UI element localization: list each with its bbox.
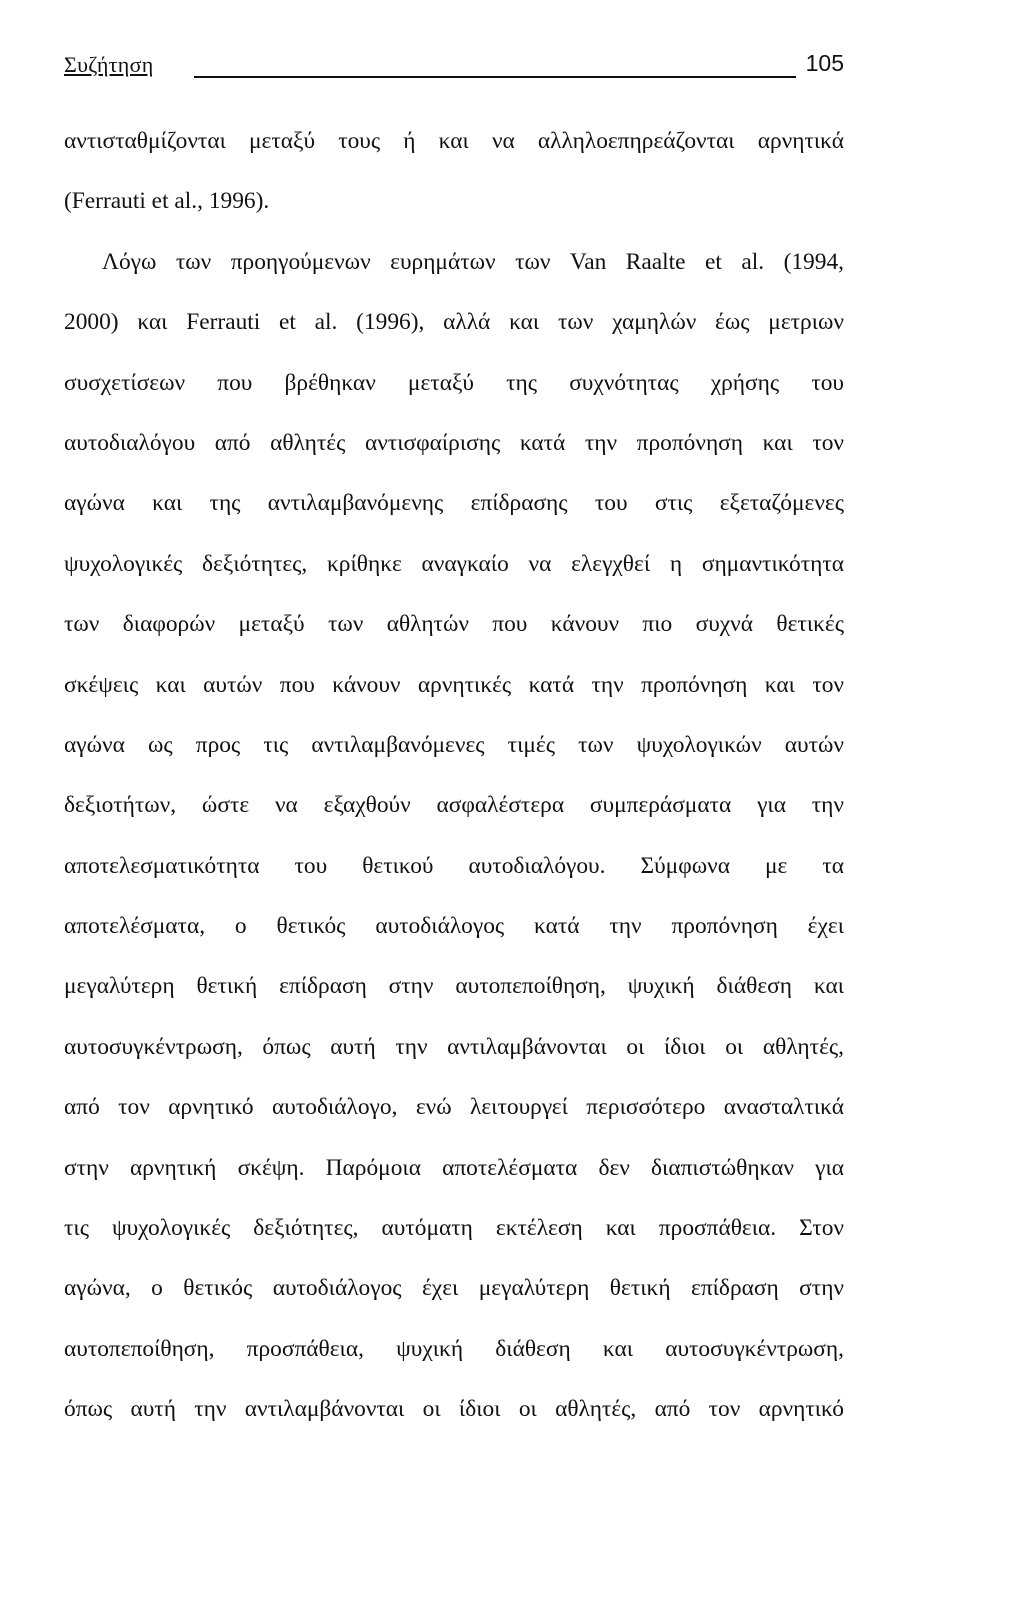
text-line: από τον αρνητικό αυτοδιάλογο, ενώ λειτουργεί περισσότερο ανασταλτικά <box>64 1094 844 1121</box>
text-line: αγώνα, ο θετικός αυτοδιάλογος έχει μεγαλύτερη θετική επίδραση στην <box>64 1275 844 1302</box>
page-header <box>64 48 844 84</box>
text-line: στην αρνητική σκέψη. Παρόμοια αποτελέσματα δεν διαπιστώθηκαν για <box>64 1154 844 1181</box>
header-rule <box>194 76 796 78</box>
text-line: τις ψυχολογικές δεξιότητες, αυτόματη εκτέλεση και προσπάθεια. Στον <box>64 1215 844 1242</box>
text-line: αυτοσυγκέντρωση, όπως αυτή την αντιλαμβάνονται οι ίδιοι οι αθλητές, <box>64 1033 844 1060</box>
text-line: Λόγω των προηγούμενων ευρημάτων των Van Raalte et al. (1994, <box>102 248 844 275</box>
body-text <box>64 119 844 1448</box>
text-line: αγώνα ως προς τις αντιλαμβανόμενες τιμές των ψυχολογικών αυτών <box>64 731 844 758</box>
text-line: συσχετίσεων που βρέθηκαν μεταξύ της συχνότητας χρήσης του <box>64 369 844 396</box>
text-line: δεξιοτήτων, ώστε να εξαχθούν ασφαλέστερα συμπεράσματα για την <box>64 792 844 819</box>
text-line: αυτοδιαλόγου από αθλητές αντισφαίρισης κατά την προπόνηση και τον <box>64 429 844 456</box>
text-line: αποτελεσματικότητα του θετικού αυτοδιαλόγου. Σύμφωνα με τα <box>64 852 844 879</box>
text-line: όπως αυτή την αντιλαμβάνονται οι ίδιοι οι αθλητές, από τον αρνητικό <box>64 1396 844 1423</box>
text-line: ψυχολογικές δεξιότητες, κρίθηκε αναγκαίο να ελεγχθεί η σημαντικότητα <box>64 550 844 577</box>
text-line: αγώνα και της αντιλαμβανόμενης επίδρασης του στις εξεταζόμενες <box>64 490 844 517</box>
text-line: αποτελέσματα, ο θετικός αυτοδιάλογος κατά την προπόνηση έχει <box>64 913 844 940</box>
text-line: των διαφορών μεταξύ των αθλητών που κάνουν πιο συχνά θετικές <box>64 611 844 638</box>
page-number: 105 <box>805 50 844 76</box>
section-title: Συζήτηση <box>64 52 154 77</box>
text-line: (Ferrauti et al., 1996). <box>64 188 270 215</box>
text-line: σκέψεις και αυτών που κάνουν αρνητικές κατά την προπόνηση και τον <box>64 671 844 698</box>
text-line: αντισταθμίζονται μεταξύ τους ή και να αλληλοεπηρεάζονται αρνητικά <box>64 128 844 154</box>
text-line: αυτοπεποίθηση, προσπάθεια, ψυχική διάθεση και αυτοσυγκέντρωση, <box>64 1335 844 1362</box>
text-line: μεγαλύτερη θετική επίδραση στην αυτοπεποίθηση, ψυχική διάθεση και <box>64 973 844 1000</box>
text-line: 2000) και Ferrauti et al. (1996), αλλά και των χαμηλών έως μετριων <box>64 309 844 336</box>
